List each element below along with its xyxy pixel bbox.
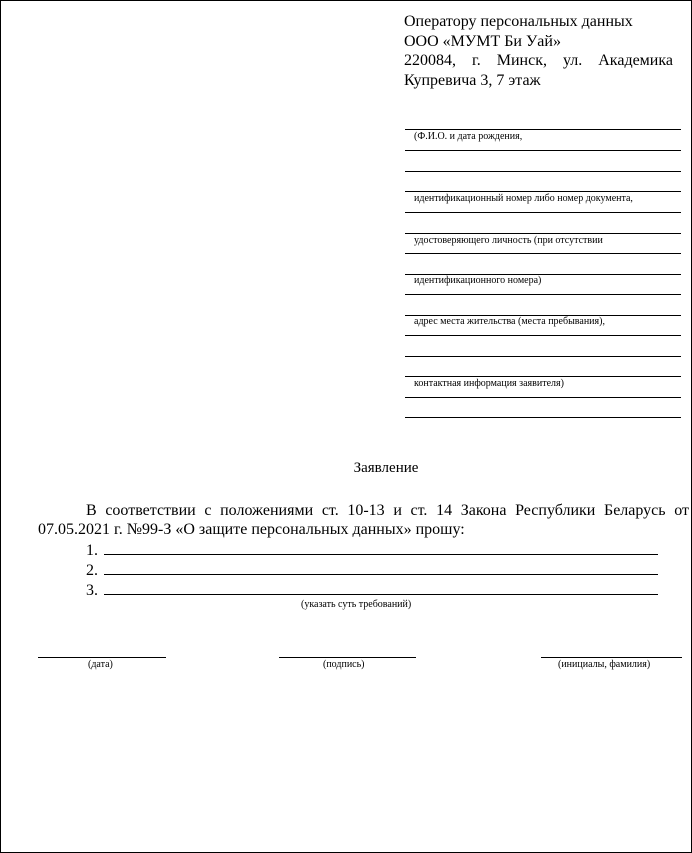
- request-number: 2.: [86, 562, 98, 579]
- field-line[interactable]: [405, 294, 681, 295]
- name-line[interactable]: [541, 657, 682, 658]
- name-label: (инициалы, фамилия): [558, 659, 651, 670]
- field-line[interactable]: [405, 233, 681, 234]
- request-item: [86, 540, 658, 560]
- date-label: (дата): [88, 659, 113, 670]
- field-label-doc: удостоверяющего личность (при отсутствии: [414, 235, 603, 246]
- signature-label: (подпись): [323, 659, 365, 670]
- field-line[interactable]: [405, 171, 681, 172]
- field-line[interactable]: [405, 150, 681, 151]
- field-label-idnum: идентификационного номера): [414, 275, 542, 286]
- addressee-line: Оператору персональных данных: [404, 13, 633, 30]
- request-item: [86, 580, 658, 600]
- requests-hint: (указать суть требований): [301, 599, 412, 610]
- request-number: 3.: [86, 582, 98, 599]
- field-label-address: адрес места жительства (места пребывания),: [414, 316, 605, 327]
- field-label-id: идентификационный номер либо номер документа,: [414, 193, 633, 204]
- field-label-contact: контактная информация заявителя): [414, 378, 564, 389]
- signature-line[interactable]: [279, 657, 416, 658]
- field-line[interactable]: [405, 335, 681, 336]
- field-line[interactable]: [405, 212, 681, 213]
- request-item: [86, 560, 658, 580]
- field-line[interactable]: [405, 397, 681, 398]
- field-line[interactable]: [405, 191, 681, 192]
- date-line[interactable]: [38, 657, 166, 658]
- addressee-line: 220084, г. Минск, ул. Академика: [404, 52, 673, 69]
- field-line[interactable]: [405, 417, 681, 418]
- field-line[interactable]: [405, 253, 681, 254]
- request-number: 1.: [86, 542, 98, 559]
- request-blank[interactable]: [104, 560, 658, 575]
- addressee-line: ООО «МУМТ Би Уай»: [404, 32, 561, 50]
- request-blank[interactable]: [104, 540, 658, 555]
- field-label-fio: (Ф.И.О. и дата рождения,: [414, 131, 523, 142]
- field-line[interactable]: [405, 376, 681, 377]
- body-line: В соответствии с положениями ст. 10-13 и ст. 14 Закона Республики Беларусь от: [86, 502, 689, 519]
- field-line[interactable]: [405, 356, 681, 357]
- document-title: Заявление: [353, 460, 419, 476]
- addressee-block: [404, 12, 673, 90]
- request-blank[interactable]: [104, 580, 658, 595]
- addressee-line: Купревича 3, 7 этаж: [404, 71, 541, 89]
- body-line: 07.05.2021 г. №99-З «О защите персональных данных» прошу:: [38, 521, 465, 538]
- field-line[interactable]: [405, 129, 681, 130]
- document-body: [38, 501, 689, 539]
